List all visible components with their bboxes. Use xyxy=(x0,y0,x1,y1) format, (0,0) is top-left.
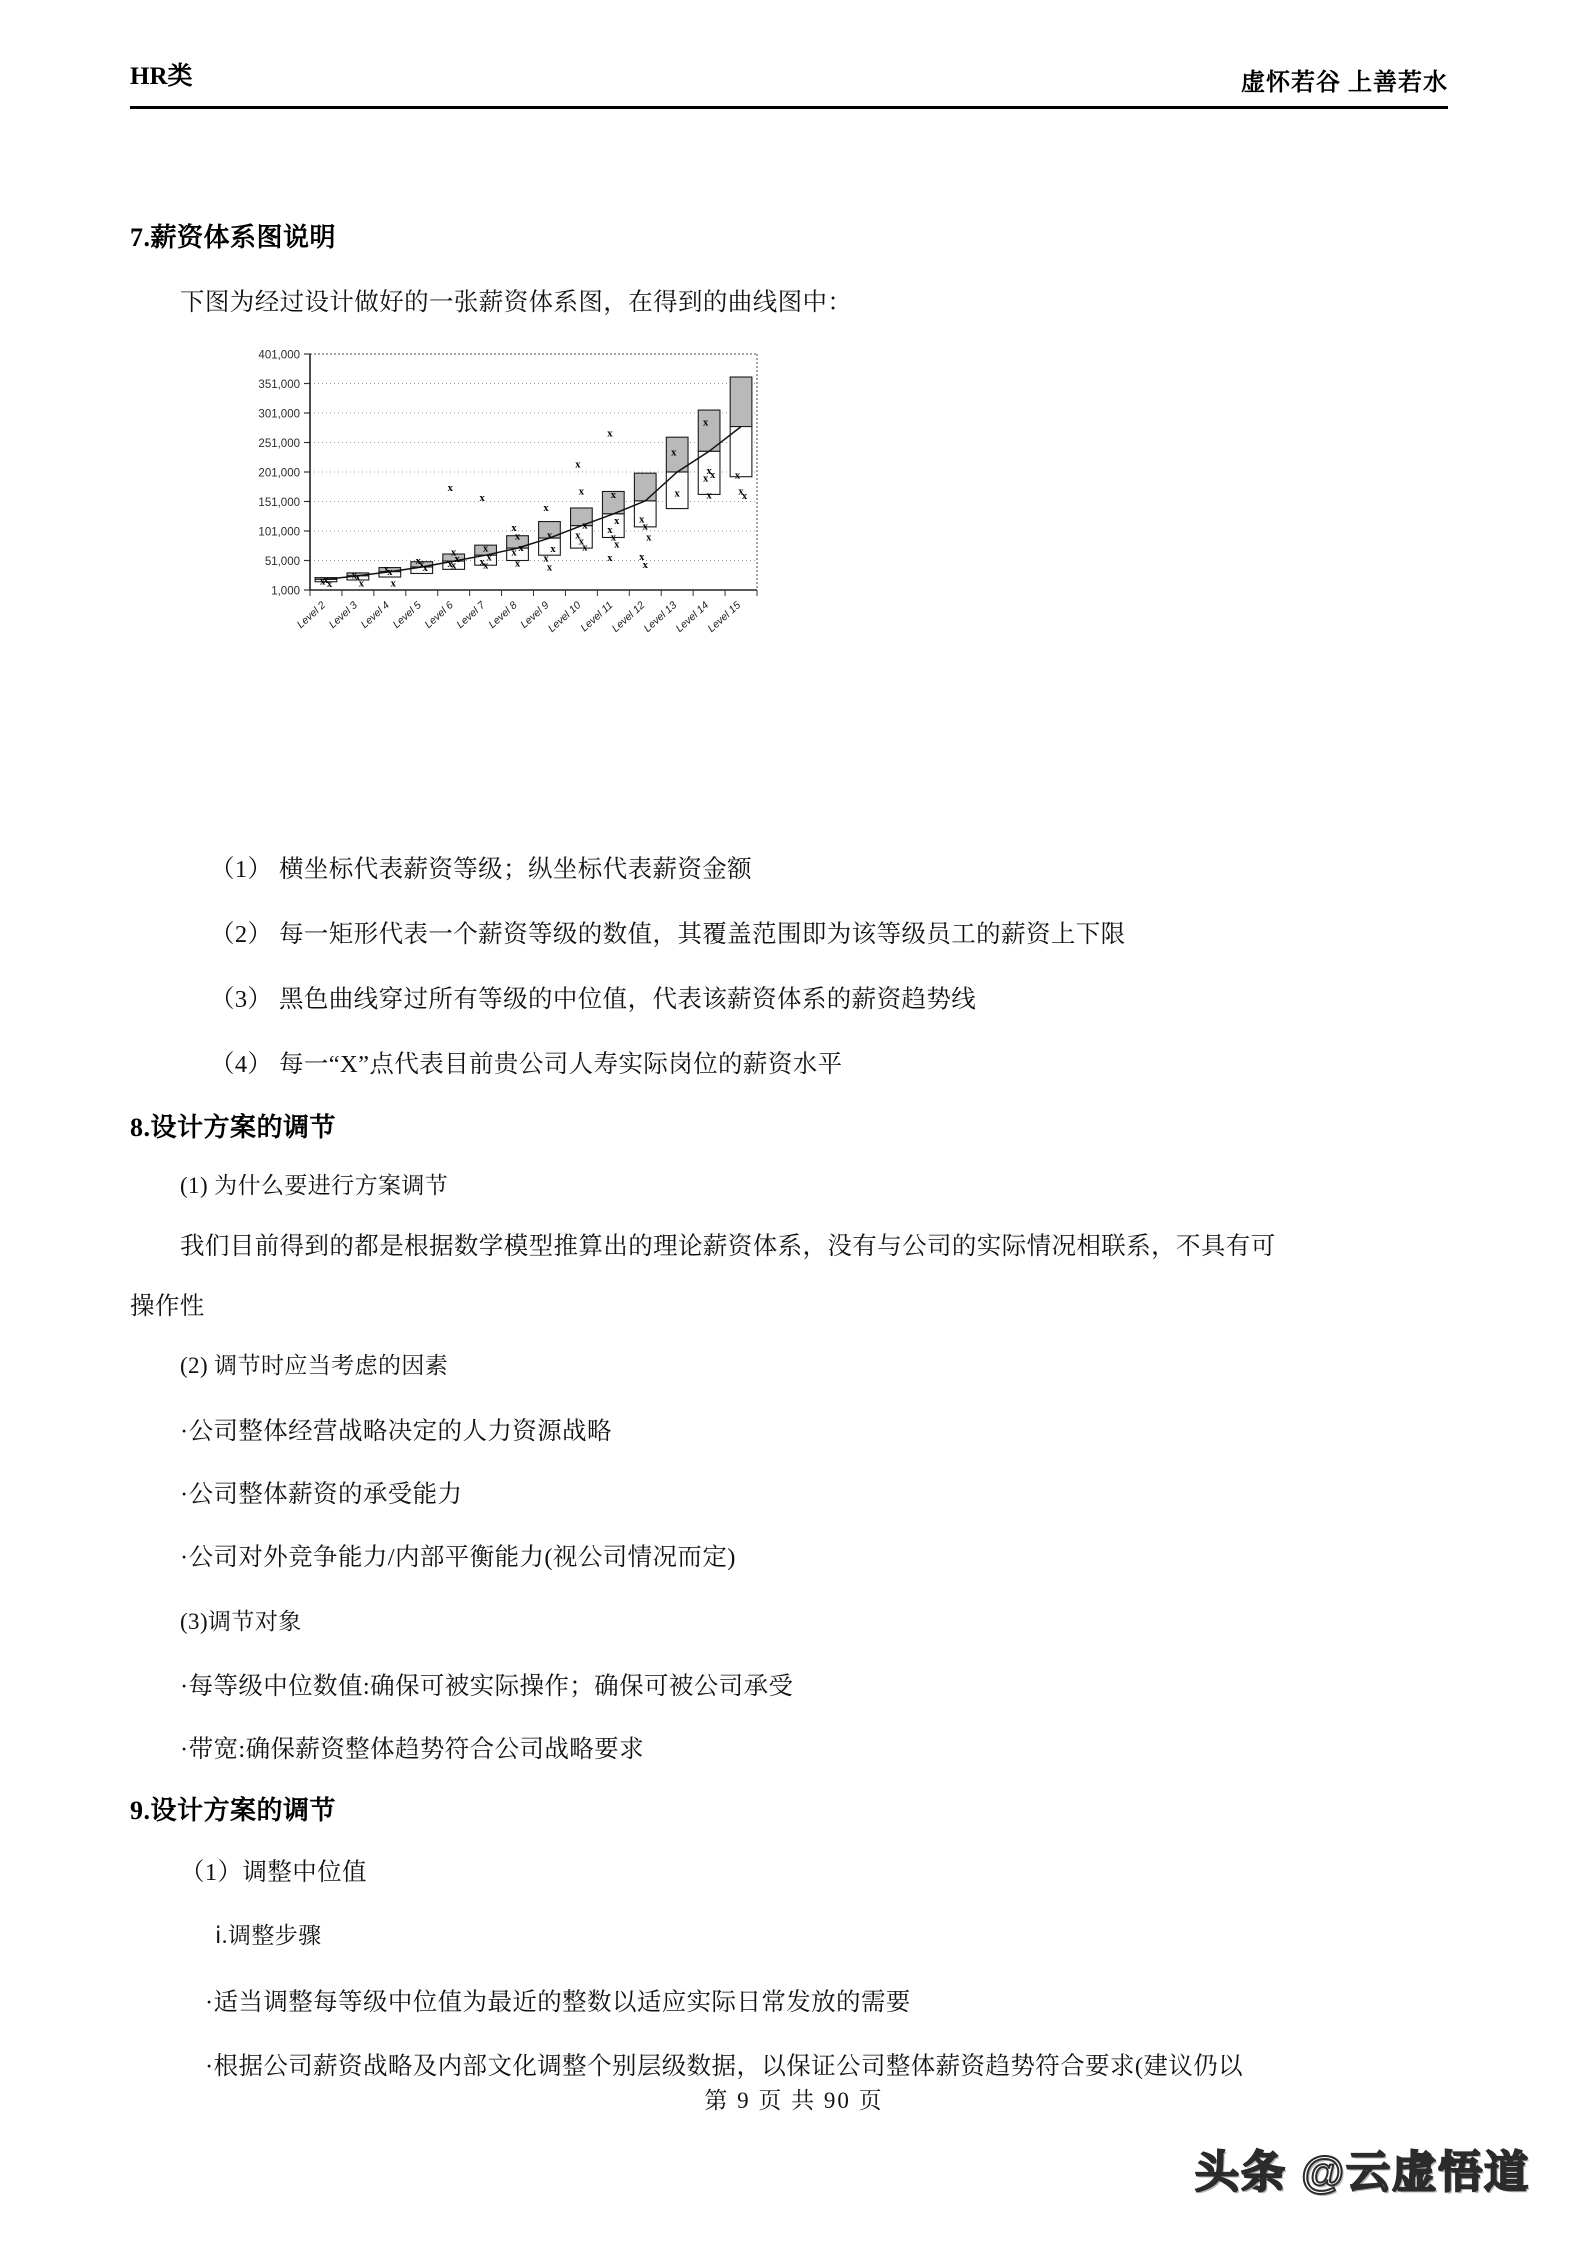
section-8-sub-3: (3)调节对象 xyxy=(180,1609,302,1634)
header-right-label: 虚怀若谷 上善若水 xyxy=(1241,70,1448,96)
scatter-x-marker: x xyxy=(607,525,613,537)
y-axis-tick-label: 401,000 xyxy=(258,349,300,362)
scatter-x-marker: x xyxy=(575,459,581,471)
section-7-intro: 下图为经过设计做好的一张薪资体系图，在得到的曲线图中： xyxy=(180,289,853,316)
section-8-bullet-2 xyxy=(180,1480,462,1511)
scatter-x-marker: x xyxy=(639,551,645,563)
scatter-x-marker: x xyxy=(741,491,748,503)
scatter-x-marker: x xyxy=(614,539,620,551)
scatter-x-marker: x xyxy=(447,558,453,570)
section-7-item-4: （4） 每一“X”点代表目前贵公司人寿实际岗位的薪资水平 xyxy=(210,1051,843,1078)
bullet-marker: · xyxy=(180,1481,189,1508)
section-8-bullet-3-text: 公司对外竞争能力/内部平衡能力(视公司情况而定) xyxy=(188,1544,736,1571)
scatter-x-marker: x xyxy=(671,447,677,459)
scatter-x-marker: x xyxy=(422,562,428,574)
scatter-x-marker: x xyxy=(390,578,396,590)
section-8-bullet-4-text: 每等级中位数值:确保可被实际操作；确保可被公司承受 xyxy=(188,1673,794,1700)
scatter-x-marker: x xyxy=(575,530,581,542)
scatter-x-marker: x xyxy=(511,522,517,534)
salary-band-box xyxy=(698,410,720,494)
scatter-x-marker: x xyxy=(355,572,361,584)
x-axis-tick-label: Level 15 xyxy=(705,599,744,635)
scatter-x-marker: x xyxy=(703,473,709,485)
scatter-x-marker: x xyxy=(454,554,460,566)
scatter-x-marker: x xyxy=(511,547,517,559)
scatter-x-marker: x xyxy=(543,553,549,565)
y-axis-tick-label: 251,000 xyxy=(258,438,300,450)
scatter-x-marker: x xyxy=(514,531,521,543)
scatter-x-marker: x xyxy=(706,490,712,502)
scatter-x-marker: x xyxy=(578,536,585,548)
scatter-x-marker: x xyxy=(518,542,524,554)
header-divider xyxy=(130,106,1448,109)
x-axis-tick-label: Level 5 xyxy=(390,599,424,631)
page-header xyxy=(130,56,1448,116)
x-axis-tick-label: Level 11 xyxy=(578,599,616,635)
section-7-title: 7.薪资体系图说明 xyxy=(130,223,337,252)
x-axis-tick-label: Level 6 xyxy=(422,599,456,631)
scatter-x-marker: x xyxy=(610,489,616,501)
scatter-x-marker: x xyxy=(703,417,709,429)
bullet-marker: · xyxy=(180,1673,189,1700)
scatter-x-marker: x xyxy=(607,428,613,440)
scatter-x-marker: x xyxy=(383,564,389,576)
section-8-bullet-1-text: 公司整体经营战略决定的人力资源战略 xyxy=(188,1418,612,1445)
y-axis-tick-label: 301,000 xyxy=(258,408,300,421)
section-9-bullet-1-text: 适当调整每等级中位值为最近的整数以适应实际日常发放的需要 xyxy=(213,1989,911,2016)
scatter-x-marker: x xyxy=(482,560,489,572)
page-footer: 第 9 页 共 90 页 xyxy=(704,2088,884,2113)
scatter-x-marker: x xyxy=(323,574,329,586)
scatter-x-marker: x xyxy=(451,547,457,559)
scatter-x-marker: x xyxy=(607,552,613,564)
x-axis-tick-label: Level 4 xyxy=(358,599,392,631)
scatter-x-marker: x xyxy=(550,544,556,556)
scatter-x-marker: x xyxy=(358,578,364,590)
section-9-bullet-2-text: 根据公司薪资战略及内部文化调整个别层级数据，以保证公司整体薪资趋势符合要求(建议仍以 xyxy=(213,2053,1244,2080)
section-8-paragraph-line-2: 操作性 xyxy=(130,1293,205,1320)
scatter-x-marker: x xyxy=(642,521,648,533)
x-axis-tick-label: Level 2 xyxy=(294,599,328,631)
scatter-x-marker: x xyxy=(479,557,485,569)
section-8-bullet-5-text: 带宽:确保薪资整体趋势符合公司战略要求 xyxy=(188,1736,644,1763)
x-axis-tick-label: Level 14 xyxy=(673,599,712,635)
bullet-marker: · xyxy=(180,1544,189,1571)
scatter-x-marker: x xyxy=(709,469,716,481)
section-8-bullet-1 xyxy=(180,1417,612,1448)
scatter-x-marker: x xyxy=(578,486,585,498)
section-7-item-2: （2） 每一矩形代表一个薪资等级的数值，其覆盖范围即为该等级员工的薪资上下限 xyxy=(210,921,1126,948)
section-7-item-1: （1） 横坐标代表薪资等级；纵坐标代表薪资金额 xyxy=(210,856,753,883)
section-8-bullet-4 xyxy=(180,1672,793,1703)
header-left-label: HR类 xyxy=(130,63,193,90)
section-7-item-3: （3） 黑色曲线穿过所有等级的中位值，代表该薪资体系的薪资趋势线 xyxy=(210,986,977,1013)
scatter-x-marker: x xyxy=(514,558,521,570)
y-axis-tick-label: 151,000 xyxy=(258,497,300,509)
scatter-x-marker: x xyxy=(415,555,421,567)
y-axis-tick-label: 1,000 xyxy=(271,585,300,598)
scatter-x-marker: x xyxy=(479,492,485,504)
scatter-x-marker: x xyxy=(674,488,680,500)
scatter-x-marker: x xyxy=(486,552,492,564)
scatter-x-marker: x xyxy=(419,559,425,571)
scatter-x-marker: x xyxy=(319,576,326,588)
x-axis-tick-label: Level 13 xyxy=(641,599,680,635)
scatter-x-marker: x xyxy=(646,532,652,544)
section-8-paragraph-line-1: 我们目前得到的都是根据数学模型推算出的理论薪资体系，没有与公司的实际情况相联系，不具有可 xyxy=(180,1233,1276,1260)
scatter-x-marker: x xyxy=(642,560,648,572)
scatter-x-marker: x xyxy=(582,542,588,554)
scatter-x-marker: x xyxy=(451,560,457,572)
x-axis-tick-label: Level 3 xyxy=(326,599,360,631)
x-axis-tick-label: Level 9 xyxy=(518,599,552,631)
x-axis-tick-label: Level 7 xyxy=(454,599,488,631)
scatter-x-marker: x xyxy=(614,515,620,527)
section-8-sub-2: (2) 调节时应当考虑的因素 xyxy=(180,1353,449,1378)
section-8-sub-1: (1) 为什么要进行方案调节 xyxy=(180,1173,449,1198)
scatter-x-marker: x xyxy=(546,530,553,542)
section-8-bullet-5 xyxy=(180,1735,644,1766)
section-9-bullet-1 xyxy=(205,1988,911,2019)
scatter-x-marker: x xyxy=(447,482,453,494)
y-axis-tick-label: 51,000 xyxy=(264,556,300,568)
x-axis-tick-label: Level 8 xyxy=(486,599,520,631)
scatter-x-marker: x xyxy=(639,514,645,526)
scatter-x-marker: x xyxy=(738,486,744,498)
bullet-marker: · xyxy=(205,1989,214,2016)
bullet-marker: · xyxy=(205,2053,214,2080)
y-axis-tick-label: 351,000 xyxy=(258,379,300,391)
salary-chart-svg xyxy=(232,338,772,668)
scatter-x-marker: x xyxy=(582,520,588,532)
scatter-x-marker: x xyxy=(546,562,553,574)
section-8-title: 8.设计方案的调节 xyxy=(130,1113,337,1142)
scatter-x-marker: x xyxy=(734,470,741,482)
salary-structure-chart xyxy=(232,338,772,668)
watermark: 头条 @云虚悟道 xyxy=(1195,2148,1531,2197)
scatter-x-marker: x xyxy=(543,502,549,514)
scatter-x-marker: x xyxy=(610,532,616,544)
y-axis-tick-label: 101,000 xyxy=(258,526,300,539)
section-8-bullet-2-text: 公司整体薪资的承受能力 xyxy=(188,1481,463,1508)
bullet-marker: · xyxy=(180,1418,189,1445)
bullet-marker: · xyxy=(180,1736,189,1763)
x-axis-tick-label: Level 10 xyxy=(545,599,584,635)
scatter-x-marker: x xyxy=(706,466,712,478)
scatter-x-marker: x xyxy=(482,543,489,555)
section-9-title: 9.设计方案的调节 xyxy=(130,1796,337,1825)
section-8-bullet-3 xyxy=(180,1543,736,1574)
scatter-x-marker: x xyxy=(326,578,333,590)
scatter-x-marker: x xyxy=(351,570,358,582)
scatter-x-marker: x xyxy=(387,567,393,579)
y-axis-tick-label: 201,000 xyxy=(258,467,300,480)
x-axis-tick-label: Level 12 xyxy=(609,599,648,635)
section-9-sub-1: （1）调整中位值 xyxy=(180,1859,367,1886)
section-9-bullet-2 xyxy=(205,2052,1243,2083)
section-9-sub-2: ⅰ.调整步骤 xyxy=(215,1923,322,1948)
